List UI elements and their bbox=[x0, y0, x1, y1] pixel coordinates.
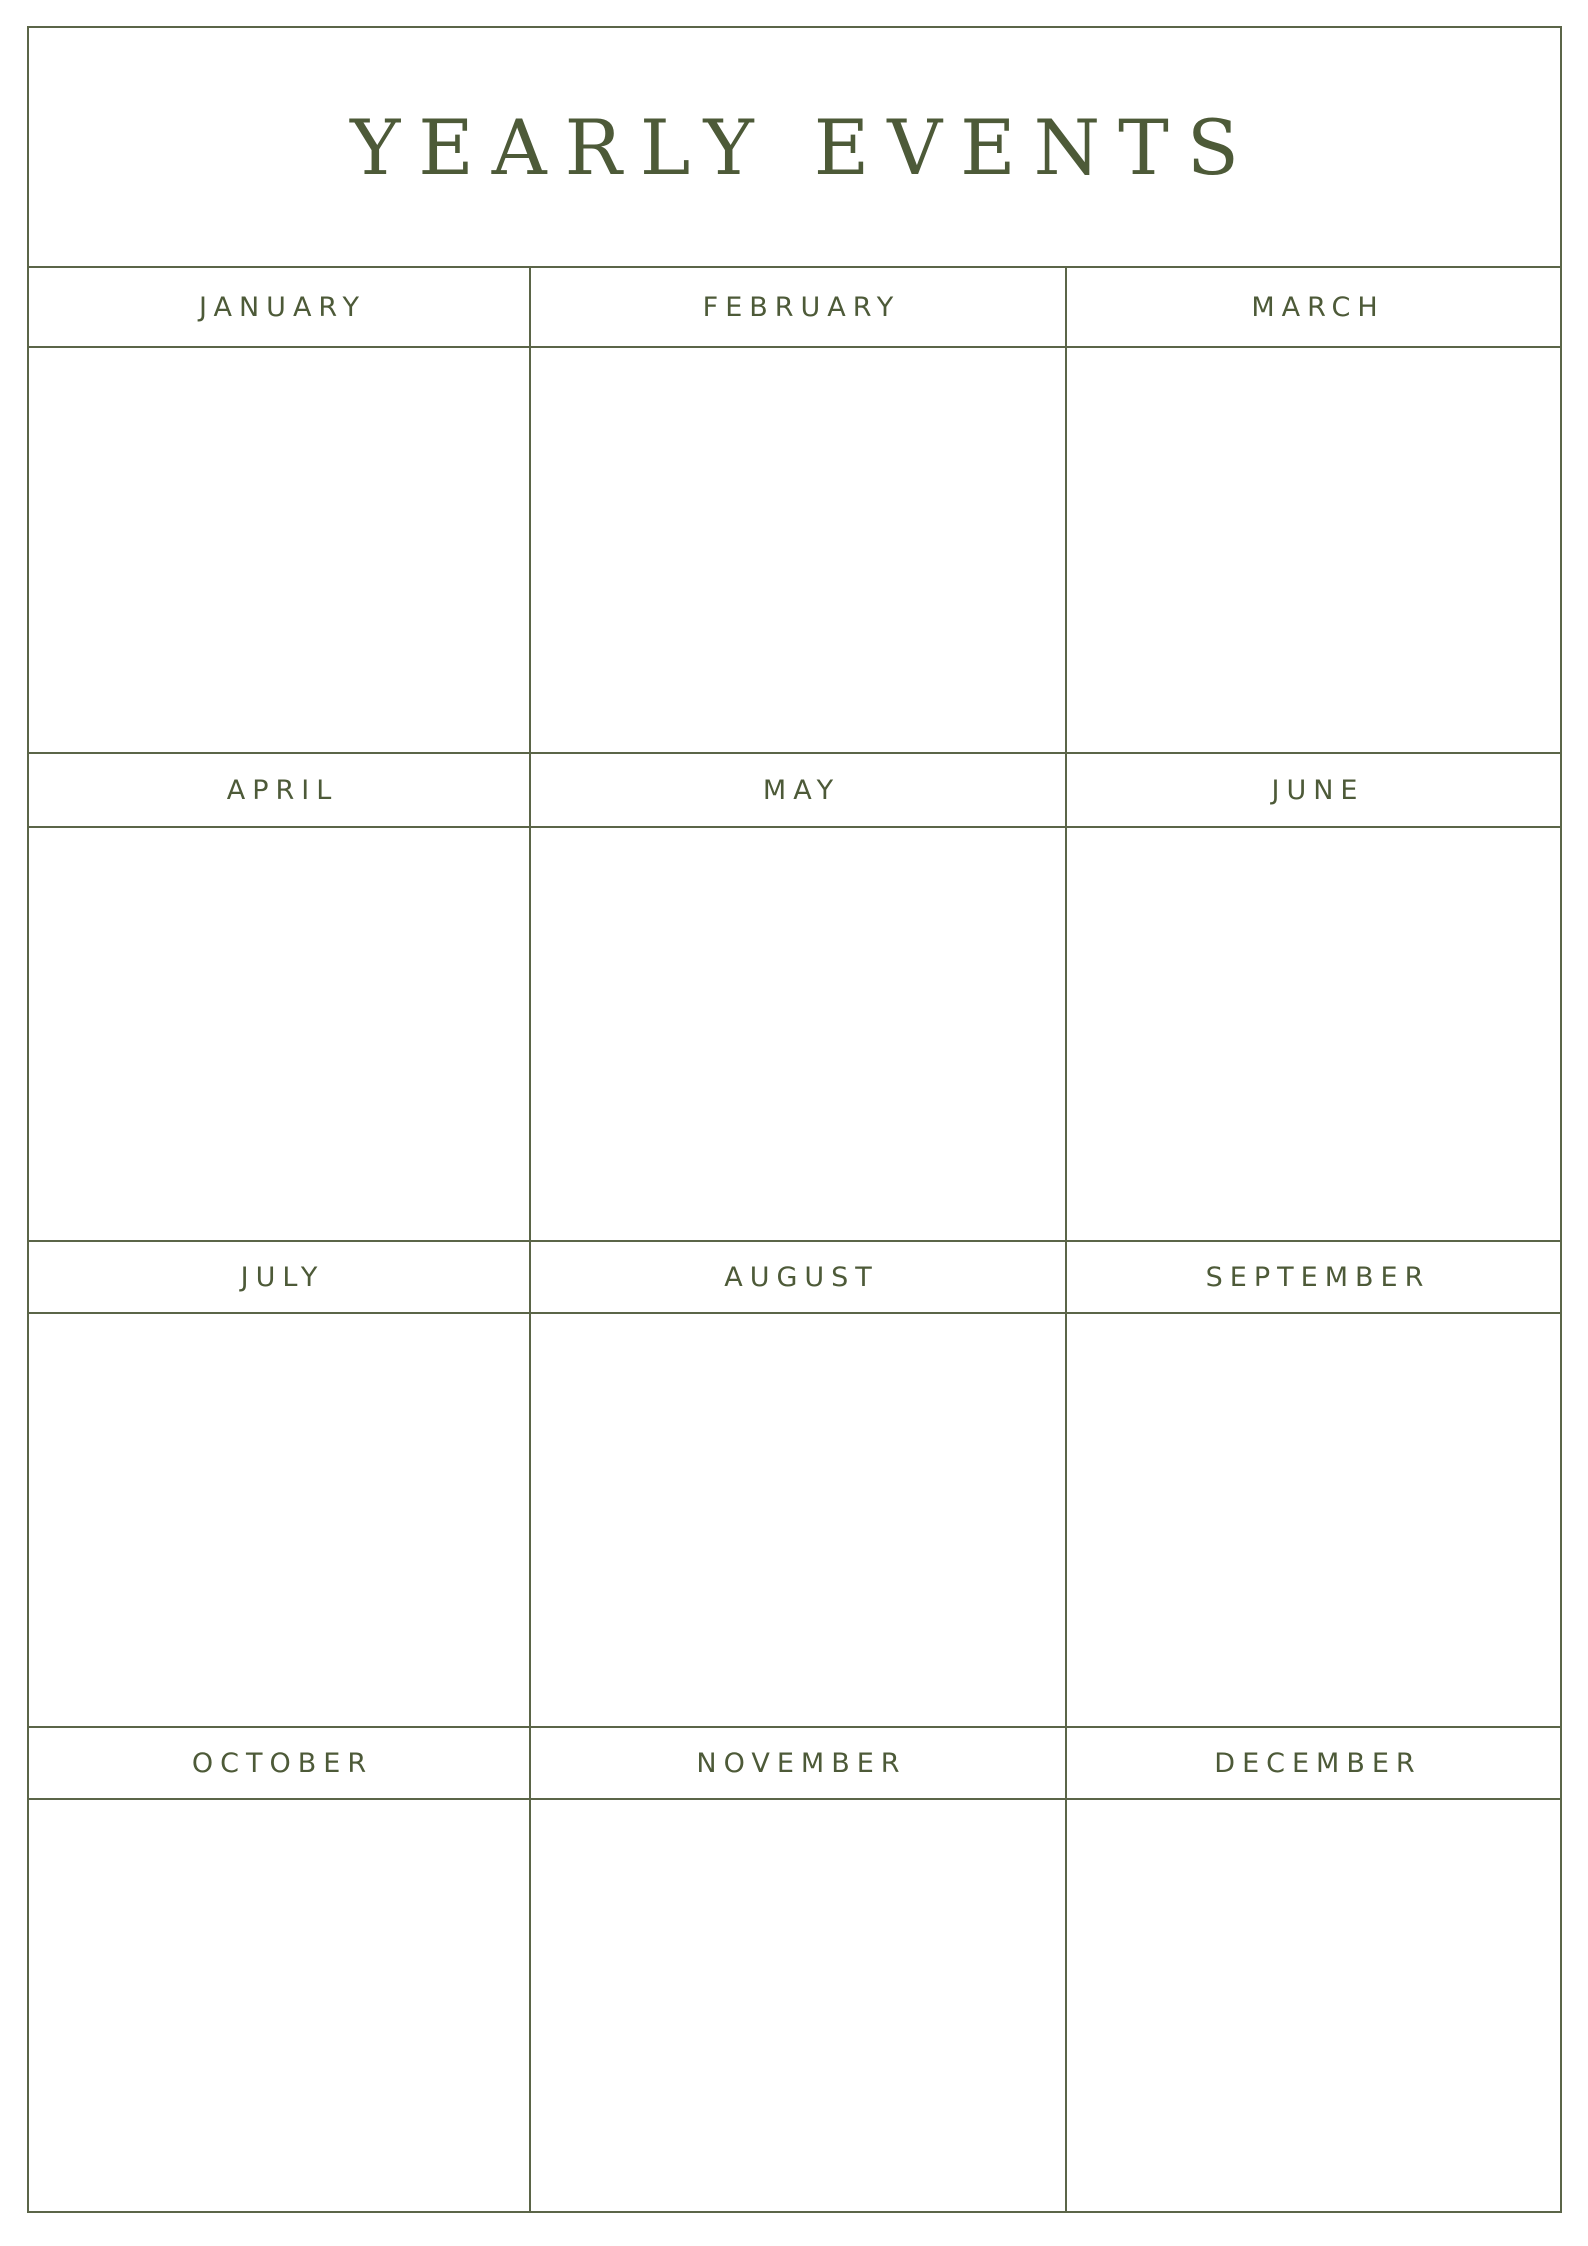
month-label: JANUARY bbox=[199, 291, 366, 323]
month-notes-january[interactable] bbox=[29, 348, 529, 752]
month-notes-april[interactable] bbox=[29, 828, 529, 1240]
month-header-march bbox=[1067, 268, 1562, 346]
month-label: AUGUST bbox=[724, 1261, 879, 1293]
quarter-row-3 bbox=[29, 1242, 1560, 1726]
month-notes-october[interactable] bbox=[29, 1800, 529, 2213]
quarter-row-4 bbox=[29, 1728, 1560, 2213]
month-label: APRIL bbox=[226, 774, 339, 806]
month-header-may bbox=[531, 754, 1065, 826]
month-header-row bbox=[29, 1242, 1560, 1314]
month-notes-july[interactable] bbox=[29, 1314, 529, 1726]
month-header-november bbox=[531, 1728, 1065, 1798]
month-header-row bbox=[29, 1728, 1560, 1800]
page-title: YEARLY EVENTS bbox=[350, 102, 1257, 192]
month-grid bbox=[29, 268, 1560, 2211]
month-notes-september[interactable] bbox=[1067, 1314, 1562, 1726]
month-label: MARCH bbox=[1251, 291, 1385, 323]
month-label: SEPTEMBER bbox=[1205, 1261, 1431, 1293]
month-label: NOVEMBER bbox=[696, 1747, 907, 1779]
month-header-april bbox=[29, 754, 529, 826]
month-notes-december[interactable] bbox=[1067, 1800, 1562, 2213]
month-label: MAY bbox=[762, 774, 841, 806]
quarter-row-1 bbox=[29, 268, 1560, 752]
title-row bbox=[29, 28, 1560, 268]
month-label: JULY bbox=[240, 1261, 325, 1293]
month-header-january bbox=[29, 268, 529, 346]
month-notes-march[interactable] bbox=[1067, 348, 1562, 752]
month-header-august bbox=[531, 1242, 1065, 1312]
month-header-july bbox=[29, 1242, 529, 1312]
month-notes-may[interactable] bbox=[531, 828, 1065, 1240]
month-header-row bbox=[29, 268, 1560, 348]
yearly-events-sheet bbox=[27, 26, 1562, 2213]
month-header-february bbox=[531, 268, 1065, 346]
month-header-september bbox=[1067, 1242, 1562, 1312]
month-notes-february[interactable] bbox=[531, 348, 1065, 752]
month-notes-june[interactable] bbox=[1067, 828, 1562, 1240]
month-label: JUNE bbox=[1271, 774, 1365, 806]
month-header-october bbox=[29, 1728, 529, 1798]
month-label: OCTOBER bbox=[191, 1747, 374, 1779]
month-label: DECEMBER bbox=[1214, 1747, 1422, 1779]
month-header-june bbox=[1067, 754, 1562, 826]
month-header-december bbox=[1067, 1728, 1562, 1798]
month-notes-november[interactable] bbox=[531, 1800, 1065, 2213]
month-label: FEBRUARY bbox=[702, 291, 901, 323]
quarter-row-2 bbox=[29, 754, 1560, 1240]
month-header-row bbox=[29, 754, 1560, 828]
month-notes-august[interactable] bbox=[531, 1314, 1065, 1726]
